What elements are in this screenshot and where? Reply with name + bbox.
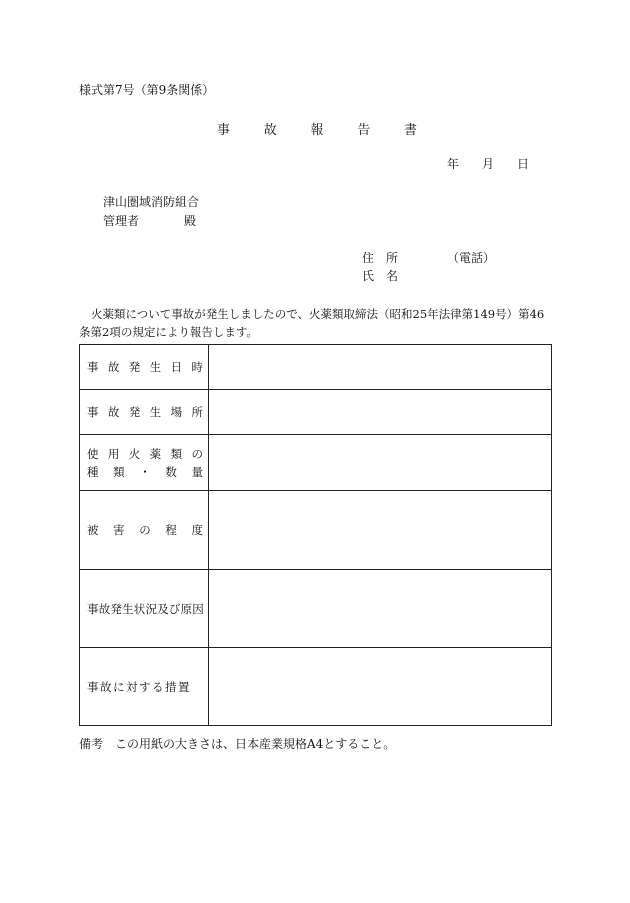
title-char: 報 [310,123,324,138]
label-text: 事故発生状況及び原因 [87,601,204,616]
label-char: 使 [87,446,99,461]
label-char: 量 [191,464,203,479]
label-char: 故 [107,360,120,374]
remarks-note: 備考 この用紙の大きさは、日本産業規格A4とすること。 [79,737,396,751]
row-label-damage [80,491,209,570]
label-char: の [139,523,151,537]
label-char: 生 [149,360,162,374]
label-char: 程 [165,523,177,537]
form-number: 様式第7号（第9条関係） [79,83,215,97]
label-char: ・ [139,464,151,479]
label-char: 発 [128,405,141,419]
input-cell-measures[interactable] [209,648,552,726]
label-char: 所 [191,405,203,419]
table-row [80,345,552,390]
date-year-label: 年 [447,157,460,171]
label-char: の [191,446,203,461]
row-label-circumstances [80,570,209,648]
label-char: 薬 [149,446,162,461]
date-day-label: 日 [516,157,529,171]
table-row [80,491,552,570]
label-line-1 [80,446,208,462]
label-char: 類 [113,464,125,479]
label-char: 用 [107,446,120,461]
table-row [80,648,552,726]
document-title [217,119,417,138]
name-label: 氏 名 [362,269,399,283]
title-char: 書 [403,123,417,138]
label-char: 種 [87,464,99,479]
date-line [447,155,529,172]
input-cell-explosives[interactable] [209,435,552,491]
address-label: 住 所 [362,251,399,265]
date-month-label: 月 [481,157,494,171]
row-label-explosives [80,435,209,491]
title-char: 事 [217,123,231,138]
row-label-measures [80,648,209,726]
row-label-location [80,390,209,435]
recipient-manager: 管理者 [103,214,140,228]
input-cell-circumstances[interactable] [209,570,552,648]
label-char: 事 [87,360,99,374]
title-char: 故 [263,123,277,138]
label-char: 生 [149,405,162,419]
recipient-organization: 津山圏域消防組合 [103,195,200,209]
recipient-honorific: 殿 [184,214,197,228]
report-table [79,344,552,726]
label-char: 害 [113,523,125,537]
label-char: 事 [87,405,99,419]
label-text: 事故に対する措置 [87,679,191,694]
label-char: 類 [170,446,183,461]
phone-label: （電話） [447,251,496,265]
label-char: 発 [128,360,141,374]
table-row [80,390,552,435]
label-char: 数 [165,464,177,479]
label-line-2 [80,464,208,480]
title-char: 告 [357,123,371,138]
input-cell-damage[interactable] [209,491,552,570]
input-cell-location[interactable] [209,390,552,435]
input-cell-datetime[interactable] [209,345,552,390]
label-char: 故 [107,405,120,419]
label-char: 火 [128,446,141,461]
table-row [80,435,552,491]
table-row [80,570,552,648]
label-char: 被 [87,523,99,537]
label-char: 日 [170,360,183,374]
row-label-datetime [80,345,209,390]
label-char: 時 [191,360,203,374]
report-statement: 火薬類について事故が発生しましたので、火薬類取締法（昭和25年法律第149号）第46条第2項の規定により報告します。 [79,307,545,339]
label-char: 度 [191,523,203,537]
label-char: 場 [170,405,183,419]
